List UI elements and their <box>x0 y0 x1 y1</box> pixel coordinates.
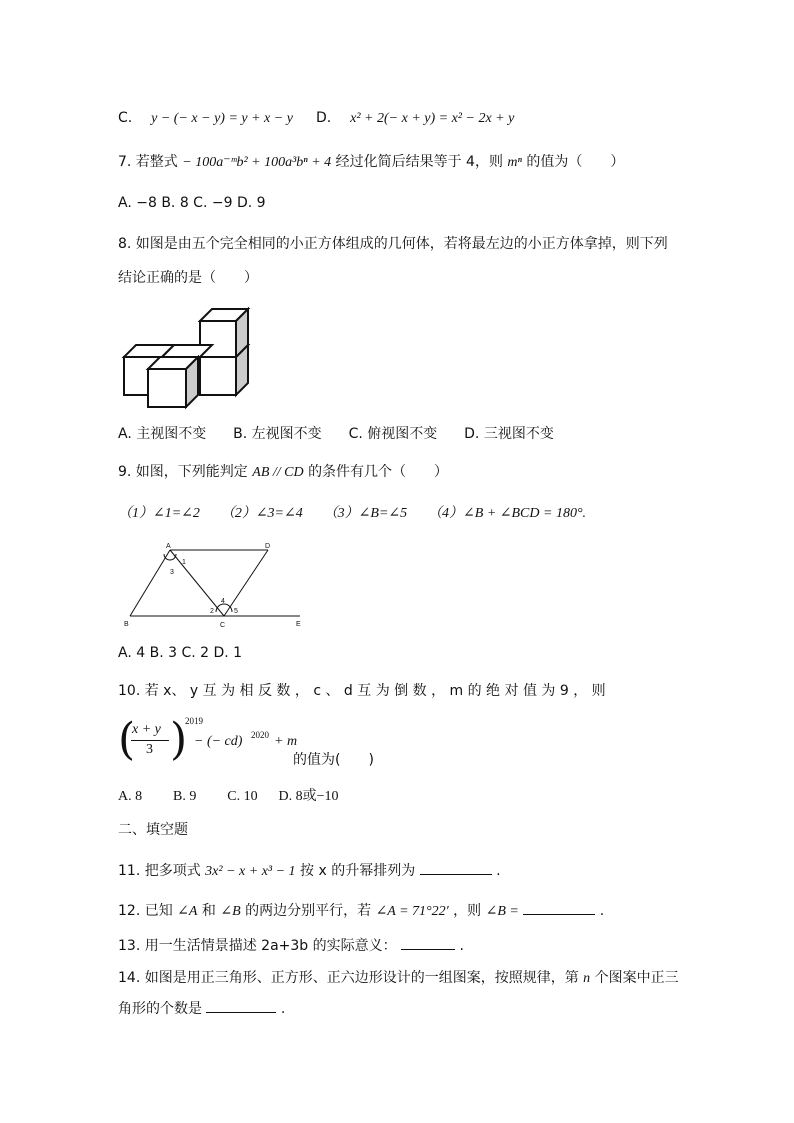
q7-var: mⁿ <box>507 155 522 170</box>
q9-label-e: E <box>296 621 301 628</box>
q14-end: . <box>280 1001 286 1017</box>
q10-options <box>118 786 339 807</box>
q7-prefix: 7. 若整式 <box>118 154 178 170</box>
q9-label-c: C <box>220 622 226 629</box>
q6-option-c-expr: y − (− x − y) = y + x − y <box>151 111 293 126</box>
q10-option-b: B. 9 <box>173 789 197 804</box>
q12-prefix: 12. 已知 <box>118 903 173 919</box>
q9-cond-2: （2）∠3=∠4 <box>220 506 303 521</box>
q10-rest: − (− cd) <box>194 734 243 749</box>
q8-option-d: D. 三视图不变 <box>464 426 554 442</box>
q13-answer-blank[interactable] <box>401 935 455 950</box>
q6-option-d <box>316 108 514 129</box>
q8-line2: 结论正确的是（ ） <box>118 270 258 286</box>
q9-options: A. 4 B. 3 C. 2 D. 1 <box>118 645 243 661</box>
q11-end: . <box>496 863 501 879</box>
q12-angle-b: ∠B <box>220 904 241 919</box>
q10-option-a: A. 8 <box>118 789 143 804</box>
q14-n: n <box>583 971 591 986</box>
q10-numerator: x + y <box>132 722 161 737</box>
q9-angle-5: 5 <box>234 608 238 615</box>
q12-ask: ∠B = <box>485 904 519 919</box>
q9-angle-3: 3 <box>170 569 174 576</box>
q6-option-d-expr: x² + 2(− x + y) = x² − 2x + y <box>350 111 515 126</box>
q7-suffix: 的值为（ ） <box>526 154 625 170</box>
q11-middle: 按 x 的升幂排列为 <box>300 863 416 879</box>
q10-option-c: C. 10 <box>227 789 258 804</box>
q9-parallelogram-figure <box>118 540 318 632</box>
q8-option-b: B. 左视图不变 <box>233 426 322 442</box>
q13-end: . <box>459 938 464 954</box>
q10-exponent-2019: 2019 <box>185 716 203 726</box>
q9-stem <box>118 462 448 483</box>
q7-middle: 经过化简后结果等于 4，则 <box>335 154 503 170</box>
q10-denominator: 3 <box>146 742 153 757</box>
q8-options <box>118 424 554 444</box>
q10-exponent-2020: 2020 <box>251 730 269 740</box>
q12-and: 和 <box>201 903 216 919</box>
q9-cond-4: （4）∠B + ∠BCD = 180°. <box>428 506 587 521</box>
q14-line2-text: 角形的个数是 <box>118 1001 202 1017</box>
q9-angle-1: 1 <box>182 559 186 566</box>
q9-conditions <box>118 503 586 524</box>
q6-option-c <box>118 108 293 129</box>
q9-cond-3: （3）∠B=∠5 <box>323 506 408 521</box>
q12-end: . <box>599 903 605 919</box>
q9-prefix: 9. 如图，下列能判定 <box>118 464 248 480</box>
q12-condition: ∠A = 71°22′ <box>375 904 449 919</box>
q10-expression: ( x + y 3 ) 2019 − (− cd) 2020 + m <box>118 714 298 765</box>
q9-angle-2: 2 <box>210 608 214 615</box>
q8-option-c: C. 俯视图不变 <box>348 426 438 442</box>
q7-stem <box>118 152 624 173</box>
q11-stem <box>118 860 501 882</box>
section-heading-fill-in: 二、填空题 <box>118 822 188 838</box>
q10-suffix: 的值为( ) <box>293 752 374 768</box>
q9-label-b: B <box>124 621 129 628</box>
q9-relation: AB // CD <box>252 465 304 480</box>
q13-text: 13. 用一生活情景描述 2a+3b 的实际意义： <box>118 938 397 954</box>
q7-expression: − 100a⁻ᵐb² + 100a³bⁿ + 4 <box>182 155 332 170</box>
q13-stem <box>118 935 464 956</box>
q14-line1a: 14. 如图是用正三角形、正方形、正六边形设计的一组图案，按照规律，第 <box>118 970 579 986</box>
q9-label-a: A <box>166 543 171 550</box>
q10-line1: 10. 若 x、 y 互 为 相 反 数 ， c 、 d 互 为 倒 数 ， m 的 绝 对 值 为 9 ， 则 <box>118 683 606 699</box>
q12-mid: 的两边分别平行，若 <box>245 903 372 919</box>
q9-suffix: 的条件有几个（ ） <box>308 464 449 480</box>
q9-label-d: D <box>265 543 271 550</box>
q12-angle-a: ∠A <box>177 904 198 919</box>
q9-cond-1: （1）∠1=∠2 <box>118 506 200 521</box>
q6-option-d-label: D. <box>316 110 332 126</box>
q11-answer-blank[interactable] <box>420 860 492 875</box>
q12-then: ，则 <box>453 903 482 919</box>
q14-line2 <box>118 998 285 1019</box>
q8-cube-figure <box>118 305 258 410</box>
q11-expression: 3x² − x + x³ − 1 <box>205 864 296 879</box>
q7-options: A. −8 B. 8 C. −9 D. 9 <box>118 195 266 211</box>
q10-tail: + m <box>274 734 298 749</box>
q8-line1: 8. 如图是由五个完全相同的小正方体组成的几何体，若将最左边的小正方体拿掉，则下列 <box>118 236 668 252</box>
q6-option-c-label: C. <box>118 110 133 126</box>
q14-line1 <box>118 968 679 989</box>
q10-option-d: D. 8或−10 <box>278 789 339 804</box>
q8-option-a: A. 主视图不变 <box>118 426 207 442</box>
q12-answer-blank[interactable] <box>523 900 595 915</box>
q9-angle-4: 4 <box>221 598 225 605</box>
q14-answer-blank[interactable] <box>206 998 276 1013</box>
q14-line1b: 个图案中正三 <box>594 970 679 986</box>
q11-prefix: 11. 把多项式 <box>118 863 201 879</box>
q12-stem <box>118 900 604 922</box>
